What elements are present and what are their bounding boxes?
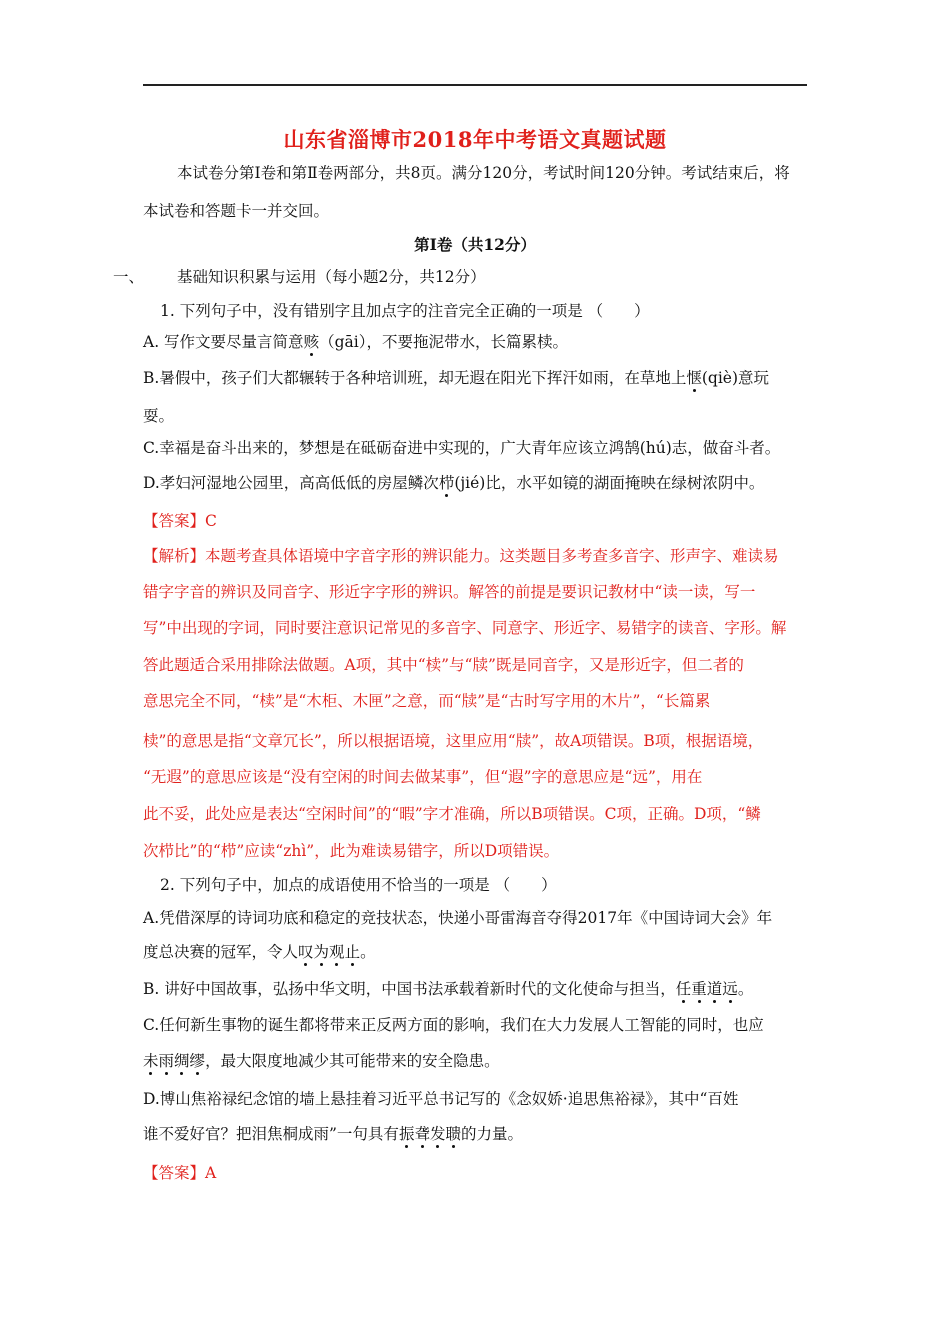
- emphasis-char: 止: [344, 943, 361, 961]
- intro-line-1: 本试卷分第Ⅰ卷和第Ⅱ卷两部分，共8页。满分120分，考试时间120分钟。考试结束后，将: [177, 164, 790, 182]
- q1-analysis-line-3: 写”中出现的字词，同时要注意识记常见的多音字、同意字、形近字、易错字的读音、字形。解: [143, 619, 787, 637]
- q1-analysis-line-5: 意思完全不同，“椟”是“木柜、木匣”之意，而“牍”是“古时写字用的木片”，“长篇累: [143, 692, 711, 710]
- emphasis-char: 雨: [158, 1052, 175, 1070]
- q2-option-d-line-1: D.博山焦裕禄纪念馆的墙上悬挂着习近平总书记写的《念奴娇·追思焦裕禄》，其中“百姓: [143, 1090, 739, 1108]
- part-number: 一、: [113, 268, 145, 286]
- q2-stem: 2. 下列句子中，加点的成语使用不恰当的一项是 （ ）: [160, 876, 557, 894]
- q2-b-text-2: 。: [737, 980, 754, 998]
- emphasis-char: 缪: [189, 1052, 206, 1070]
- part-label: 基础知识积累与运用（每小题2分，共12分）: [177, 268, 486, 286]
- q1-analysis-line-1: 【解析】本题考查具体语境中字音字形的辨识能力。这类题目多考查多音字、形声字、难读易: [143, 547, 779, 565]
- q1-d-text-1: D.孝妇河湿地公园里，高高低低的房屋鳞次: [143, 474, 439, 492]
- q1-option-a: [143, 331, 568, 353]
- q2-a-text-1: 度总决赛的冠军，令人: [143, 943, 299, 961]
- emphasis-char: 振: [398, 1125, 415, 1143]
- q1-d-dotted-char: 栉: [438, 474, 455, 492]
- q2-c-text-2: ，最大限度地减少其可能带来的安全隐患。: [205, 1052, 500, 1070]
- q1-b-text-2: (qiè)意玩: [701, 369, 769, 387]
- q2-d-text-1: 谁不爱好官？把泪焦桐成雨”一句具有: [143, 1125, 399, 1143]
- q2-d-dotted-idiom: [399, 1125, 461, 1143]
- q1-a-text-2: （gāi），不要拖泥带水，长篇累椟。: [319, 333, 568, 351]
- section-heading: 第Ⅰ卷（共12分）: [414, 235, 536, 254]
- q2-d-text-2: 的力量。: [461, 1125, 524, 1143]
- q2-b-dotted-idiom: [676, 980, 738, 998]
- q1-analysis-line-4: 答此题适合采用排除法做题。A项，其中“椟”与“牍”既是同音字，又是形近字，但二者的: [143, 656, 744, 674]
- q2-option-b: [143, 978, 753, 1000]
- emphasis-char: 未: [143, 1052, 159, 1070]
- q2-c-dotted-idiom: [143, 1052, 205, 1070]
- emphasis-char: 叹: [298, 943, 314, 961]
- q1-d-text-2: (jié)比，水平如镜的湖面掩映在绿树浓阴中。: [454, 474, 765, 492]
- q2-option-a-line-1: A.凭借深厚的诗词功底和稳定的竞技状态，快递小哥雷海音夺得2017年《中国诗词大会》年: [143, 909, 773, 927]
- emphasis-char: 为: [313, 943, 330, 961]
- q2-b-text-1: B. 讲好中国故事，弘扬中华文明，中国书法承载着新时代的文化使命与担当，: [143, 980, 676, 998]
- emphasis-char: 发: [429, 1125, 446, 1143]
- page-title: 山东省淄博市2018年中考语文真题试题: [283, 127, 667, 152]
- q1-option-d: [143, 472, 764, 494]
- q2-a-text-2: 。: [360, 943, 376, 961]
- q1-a-text-1: A. 写作文要尽量言简意: [143, 333, 304, 351]
- q1-analysis-line-9: 次栉比”的“栉”应读“zhì”，此为难读易错字，所以D项错误。: [143, 842, 560, 860]
- q1-b-dotted-char: 惬: [686, 369, 702, 387]
- q1-analysis-line-2: 错字字音的辨识及同音字、形近字字形的辨识。解答的前提是要识记教材中“读一读，写一: [143, 583, 756, 601]
- q1-a-dotted-char: 赅: [303, 333, 320, 351]
- header-rule: [143, 84, 807, 86]
- q1-option-c: C.幸福是奋斗出来的，梦想是在砥砺奋进中实现的，广大青年应该立鸿鹄(hú)志，做奋斗者。: [143, 439, 781, 457]
- emphasis-char: 重: [691, 980, 707, 998]
- q2-option-c-line-2: [143, 1050, 500, 1072]
- intro-line-2: 本试卷和答题卡一并交回。: [143, 202, 330, 220]
- q2-answer: 【答案】A: [143, 1164, 217, 1182]
- emphasis-char: 聋: [414, 1125, 430, 1143]
- q1-analysis-line-7: “无遐”的意思应该是“没有空闲的时间去做某事”，但“遐”字的意思应是“远”，用在: [143, 768, 703, 786]
- q2-a-dotted-idiom: [298, 943, 360, 961]
- emphasis-char: 远: [722, 980, 738, 998]
- emphasis-char: 聩: [445, 1125, 461, 1143]
- q1-b-text-1: B.暑假中，孩子们大都辗转于各种培训班，却无遐在阳光下挥汗如雨，在草地上: [143, 369, 687, 387]
- emphasis-char: 任: [675, 980, 692, 998]
- q2-option-d-line-2: [143, 1123, 523, 1145]
- emphasis-char: 绸: [174, 1052, 190, 1070]
- q1-answer: 【答案】C: [143, 512, 217, 530]
- q2-option-a-line-2: [143, 941, 376, 963]
- emphasis-char: 观: [329, 943, 345, 961]
- q1-analysis-line-8: 此不妥，此处应是表达“空闲时间”的“暇”字才准确，所以B项错误。C项，正确。D项，“鳞: [143, 805, 761, 823]
- q2-option-c-line-1: C.任何新生事物的诞生都将带来正反两方面的影响，我们在大力发展人工智能的同时，也应: [143, 1016, 764, 1034]
- q1-option-b-line-2: 耍。: [143, 407, 175, 425]
- q1-analysis-line-6: 椟”的意思是指“文章冗长”，所以根据语境，这里应用“牍”，故A项错误。B项，根据语境，: [143, 732, 764, 750]
- emphasis-char: 道: [706, 980, 723, 998]
- q1-stem: 1. 下列句子中，没有错别字且加点字的注音完全正确的一项是 （ ）: [160, 302, 650, 320]
- q1-option-b-line-1: [143, 367, 769, 389]
